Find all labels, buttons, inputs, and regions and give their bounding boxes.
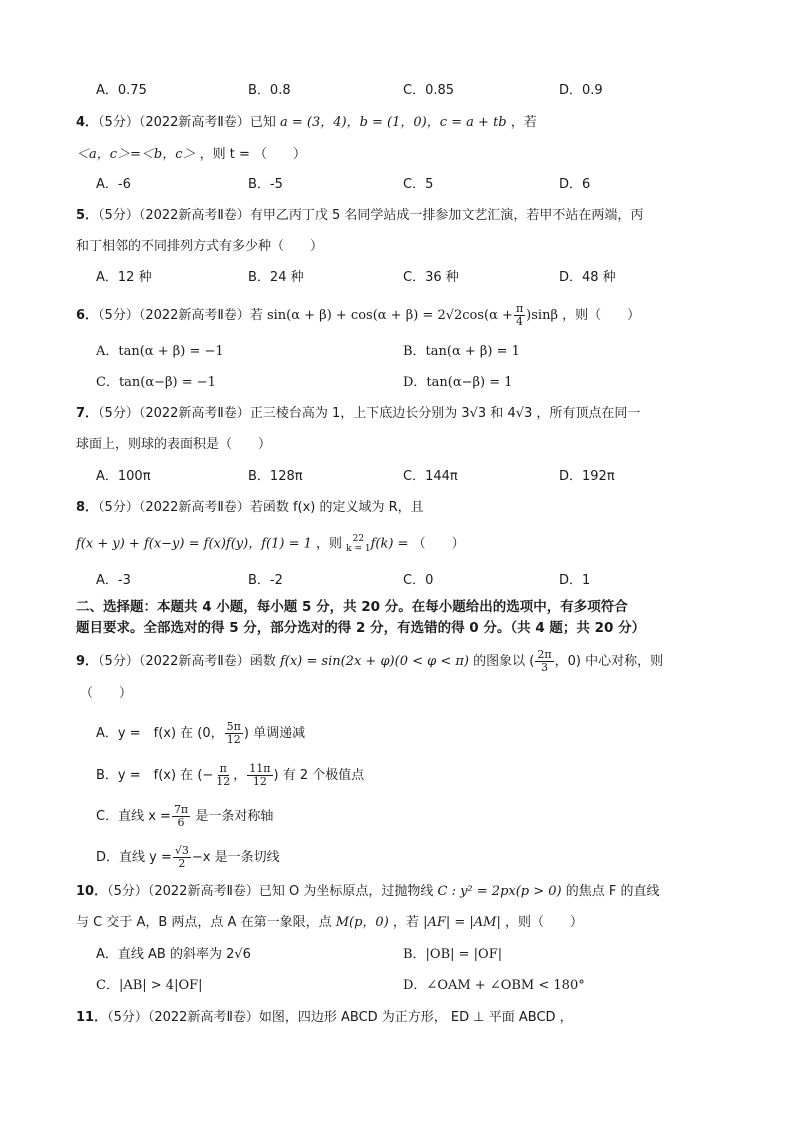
- q10-option-d: D．∠OAM + ∠OBM < 180°: [403, 978, 585, 993]
- q6-frac-den: 4: [516, 315, 524, 328]
- q8-sum-bottom: k = 1: [346, 544, 371, 554]
- q3-option-a: A．0.75: [96, 83, 147, 98]
- q4-number: 4．: [76, 115, 99, 130]
- q9-option-b-text: B．y = f(x) 在 (−: [96, 768, 214, 783]
- q8-meta: （5分）（2022新高考Ⅱ卷）: [98, 500, 250, 515]
- q4-option-b: B．-5: [248, 177, 283, 192]
- q4-line2: [76, 145, 306, 165]
- q6-number: 6．: [76, 308, 99, 323]
- q9-text3: ，0) 中心对称，则: [554, 654, 664, 669]
- q9-a-num: 5π: [226, 720, 241, 733]
- q7-option-c: C．144π: [403, 469, 458, 484]
- q9-b-num1: π: [219, 762, 227, 775]
- q6-equation: sin(α + β) + cos(α + β) = 2√2cos(α +: [266, 308, 513, 323]
- q10-text2: 的焦点 F 的直线: [565, 884, 660, 899]
- q6-option-c: C．tan(α−β) = −1: [96, 375, 216, 390]
- q9-line1: [76, 649, 663, 674]
- q6-line1: [76, 303, 640, 328]
- q5-meta: （5分）（2022新高考Ⅱ卷）: [98, 208, 250, 223]
- q9-option-b-fraction1: [214, 763, 232, 788]
- q8-text2: ，则: [316, 536, 343, 552]
- q6-fraction: [514, 303, 525, 328]
- q4-text3: ，则 t = （ ）: [199, 147, 307, 162]
- q7-line1: [76, 404, 640, 424]
- q4-option-d: D．6: [559, 177, 591, 192]
- q11-meta: （5分）（2022新高考Ⅱ卷）: [107, 1010, 259, 1025]
- q5-option-c: C．36 种: [403, 270, 459, 285]
- q6-text2: ，则（ ）: [562, 308, 641, 323]
- q9-pt-den: 3: [540, 661, 548, 674]
- q9-pt-num: 2π: [537, 648, 552, 661]
- q6-option-d: D．tan(α−β) = 1: [403, 375, 513, 390]
- q9-option-b-fraction2: [247, 763, 272, 788]
- q7-option-b: B．128π: [248, 469, 303, 484]
- q4-text2: ，若: [510, 115, 537, 130]
- q5-line1: [76, 206, 643, 226]
- q9-option-d: [96, 845, 280, 870]
- q8-sum-expr: f(k) =: [370, 536, 409, 552]
- q4-vector-a: a = (3，4)，: [279, 115, 360, 130]
- q6-frac-num: π: [515, 302, 524, 315]
- q9-option-d-text2: −x 是一条切线: [191, 850, 280, 865]
- q8-text3: （ ）: [412, 536, 465, 552]
- q5-text: 有甲乙丙丁戊 5 名同学站成一排参加文艺汇演，若甲不站在两端，丙: [249, 208, 644, 223]
- q4-meta: （5分）（2022新高考Ⅱ卷）: [98, 115, 250, 130]
- q9-option-b-sep: ，: [233, 768, 247, 783]
- q8-option-a: A．-3: [96, 573, 131, 588]
- q10-line2: [76, 913, 583, 933]
- q7-meta: （5分）（2022新高考Ⅱ卷）: [98, 406, 250, 421]
- q9-d-num: √3: [174, 844, 189, 857]
- q10-point-m: M(p，0): [335, 915, 389, 930]
- q9-b-den2: 12: [252, 775, 267, 788]
- q9-point-fraction: [535, 649, 553, 674]
- q8-line1: [76, 498, 424, 518]
- q10-meta: （5分）（2022新高考Ⅱ卷）: [107, 884, 259, 899]
- q5-line2: 和丁相邻的不同排列方式有多少种（ ）: [76, 239, 324, 254]
- q10-text4: ，若: [392, 915, 419, 930]
- q3-option-d: D．0.9: [559, 83, 603, 98]
- q8-text: 若函数 f(x) 的定义域为 R，且: [249, 500, 424, 515]
- q9-option-c-text2: 是一条对称轴: [195, 809, 274, 824]
- q9-option-a: [96, 721, 305, 746]
- q10-text: 已知 O 为坐标原点，过抛物线: [258, 884, 434, 899]
- q11-text: 如图，四边形 ABCD 为正方形， ED ⊥ 平面 ABCD ，: [258, 1010, 573, 1025]
- q9-option-a-text: A．y = f(x) 在 (0，: [96, 726, 224, 741]
- q8-line2: [76, 534, 465, 555]
- q7-line2: 球面上，则球的表面积是（ ）: [76, 437, 272, 452]
- q4-option-c: C．5: [403, 177, 434, 192]
- q9-option-c: [96, 804, 273, 829]
- q8-option-b: B．-2: [248, 573, 283, 588]
- q10-option-a: A．直线 AB 的斜率为 2√6: [96, 947, 251, 962]
- q9-b-num2: 11π: [249, 762, 271, 775]
- q4-text: 已知: [249, 115, 276, 130]
- q9-c-num: 7π: [173, 803, 189, 816]
- q5-option-d: D．48 种: [559, 270, 616, 285]
- q5-number: 5．: [76, 208, 99, 223]
- q10-text5: ，则（ ）: [505, 915, 584, 930]
- q10-text3: 与 C 交于 A，B 两点，点 A 在第一象限，点: [76, 915, 332, 930]
- q10-line1: [76, 882, 660, 902]
- q4-angle-expr: ＜a，c＞=＜b，c＞: [76, 147, 196, 162]
- q4-option-a: A．-6: [96, 177, 131, 192]
- q10-option-c: C．|AB| > 4|OF|: [96, 978, 203, 993]
- section-2-heading-line1: 二、选择题：本题共 4 小题，每小题 5 分，共 20 分。在每小题给出的选项中，有多项符合: [76, 599, 628, 615]
- q9-c-den: 6: [177, 816, 185, 829]
- q4-line1: [76, 113, 537, 133]
- q9-function: f(x) = sin(2x + φ)(0 < φ < π): [279, 654, 469, 669]
- q11-line1: [76, 1008, 573, 1028]
- q8-option-d: D．1: [559, 573, 591, 588]
- q8-sum-top: 22: [352, 534, 365, 544]
- q6-text: 若: [249, 308, 263, 323]
- q4-vector-b: b = (1，0)，: [359, 115, 440, 130]
- q10-parabola: C : y² = 2px(p > 0): [437, 884, 562, 899]
- q9-meta: （5分）（2022新高考Ⅱ卷）: [98, 654, 250, 669]
- q5-option-b: B．24 种: [248, 270, 304, 285]
- q10-number: 10．: [76, 884, 108, 899]
- q3-option-b: B．0.8: [248, 83, 291, 98]
- q9-option-c-text: C．直线 x =: [96, 809, 171, 824]
- q9-option-c-fraction: [172, 804, 190, 829]
- q9-option-b: [96, 763, 364, 788]
- q6-option-a: A．tan(α + β) = −1: [96, 344, 224, 359]
- q5-option-a: A．12 种: [96, 270, 152, 285]
- q9-b-den1: 12: [216, 775, 231, 788]
- q9-option-d-text: D．直线 y =: [96, 850, 172, 865]
- q9-text2: 的图象以 (: [473, 654, 535, 669]
- q9-option-d-fraction: [173, 845, 191, 870]
- q9-option-a-text2: ) 单调递减: [243, 726, 306, 741]
- section-2-heading-line2: 题目要求。全部选对的得 5 分，部分选对的得 2 分，有选错的得 0 分。（共 4 题；共 20 分）: [76, 620, 646, 636]
- q9-paren: （ ）: [80, 686, 133, 701]
- q4-vector-c: c = a + tb: [439, 115, 507, 130]
- q11-number: 11．: [76, 1010, 108, 1025]
- q3-option-c: C．0.85: [403, 83, 455, 98]
- q7-option-d: D．192π: [559, 469, 615, 484]
- q9-option-b-text2: ) 有 2 个极值点: [273, 768, 365, 783]
- q7-option-a: A．100π: [96, 469, 151, 484]
- q9-text: 函数: [249, 654, 276, 669]
- q9-option-a-fraction: [225, 721, 243, 746]
- q7-text: 正三棱台高为 1，上下底边长分别为 3√3 和 4√3 ，所有顶点在同一: [249, 406, 641, 421]
- q8-sum-symbol: [346, 534, 370, 554]
- q10-condition: |AF| = |AM|: [423, 915, 501, 930]
- q10-option-b: B．|OB| = |OF|: [403, 947, 503, 962]
- q8-option-c: C．0: [403, 573, 434, 588]
- q6-meta: （5分）（2022新高考Ⅱ卷）: [98, 308, 250, 323]
- q7-number: 7．: [76, 406, 99, 421]
- q6-option-b: B．tan(α + β) = 1: [403, 344, 520, 359]
- q8-equation: f(x + y) + f(x−y) = f(x)f(y)，f(1) = 1: [76, 536, 312, 552]
- q6-equation2: )sinβ: [526, 308, 558, 323]
- q9-d-den: 2: [178, 857, 186, 870]
- q9-a-den: 12: [226, 733, 241, 746]
- q8-number: 8．: [76, 500, 99, 515]
- q9-number: 9．: [76, 654, 99, 669]
